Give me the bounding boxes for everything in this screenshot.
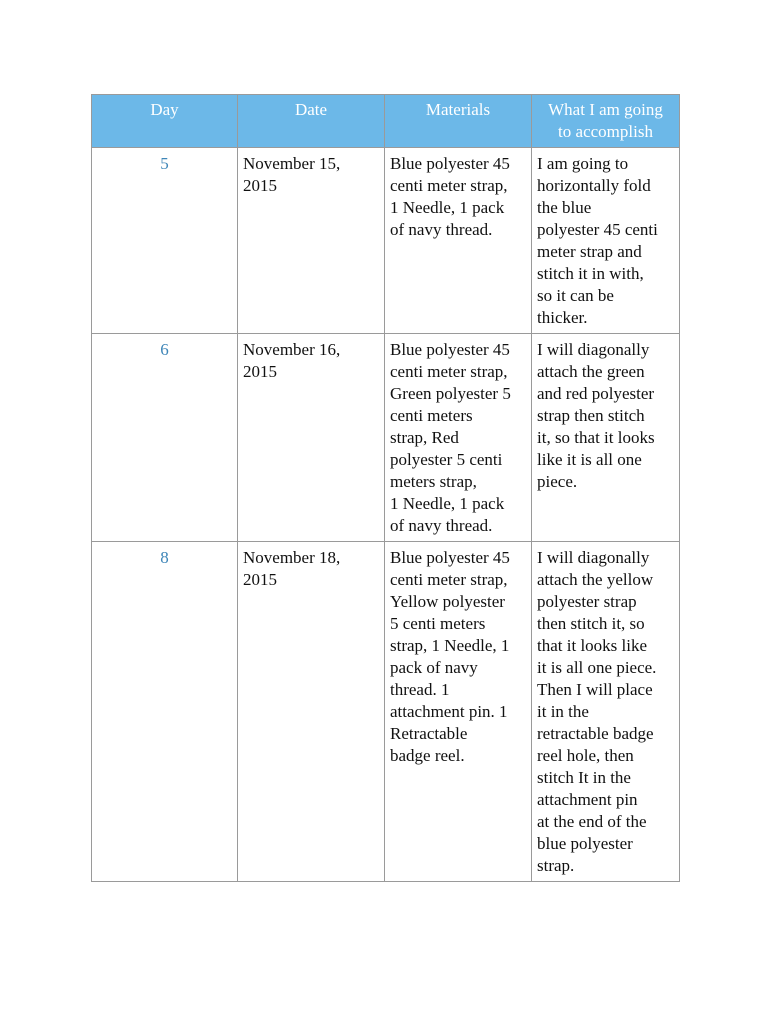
date-cell: November 18, 2015 — [238, 542, 385, 882]
materials-cell: Blue polyester 45 centi meter strap, Yellow polyester 5 centi meters strap, 1 Needle, 1 pack of navy thread. 1 attachment pin. 1 Retractable badge reel. — [385, 542, 532, 882]
goal-cell: I will diagonally attach the yellow polyester strap then stitch it, so that it looks like it is all one piece. Then I will place it in the retractable badge reel hole, then stitch It in the attachment pin at the end of the blue polyester strap. — [532, 542, 680, 882]
date-cell: November 15, 2015 — [238, 148, 385, 334]
materials-cell: Blue polyester 45 centi meter strap, 1 Needle, 1 pack of navy thread. — [385, 148, 532, 334]
header-materials: Materials — [385, 95, 532, 148]
goal-cell: I am going to horizontally fold the blue polyester 45 centi meter strap and stitch it in with, so it can be thicker. — [532, 148, 680, 334]
header-row — [92, 95, 680, 148]
project-plan-table — [91, 94, 680, 882]
day-cell: 6 — [92, 334, 238, 542]
goal-cell: I will diagonally attach the green and red polyester strap then stitch it, so that it looks like it is all one piece. — [532, 334, 680, 542]
table-row — [92, 542, 680, 882]
date-cell: November 16, 2015 — [238, 334, 385, 542]
day-cell: 5 — [92, 148, 238, 334]
header-date: Date — [238, 95, 385, 148]
materials-cell: Blue polyester 45 centi meter strap, Green polyester 5 centi meters strap, Red polyester 5 centi meters strap, 1 Needle, 1 pack of navy thread. — [385, 334, 532, 542]
table-header — [92, 95, 680, 148]
table-row — [92, 334, 680, 542]
table-body — [92, 148, 680, 882]
table-row — [92, 148, 680, 334]
header-goal: What I am going to accomplish — [532, 95, 680, 148]
day-cell: 8 — [92, 542, 238, 882]
header-day: Day — [92, 95, 238, 148]
